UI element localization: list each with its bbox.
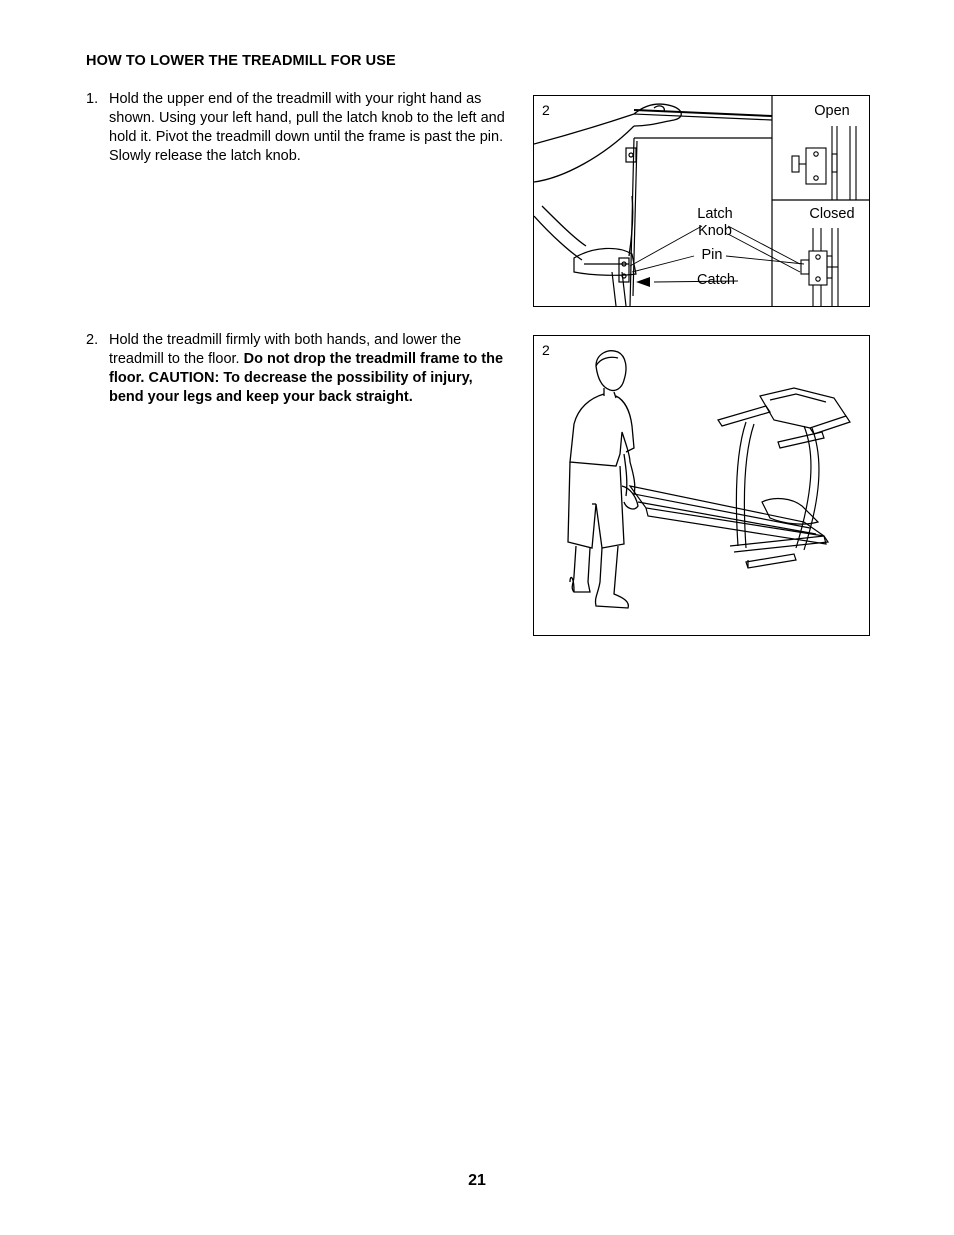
latch-knob-label-line2: Knob xyxy=(698,223,732,239)
latch-closed-detail xyxy=(801,228,838,306)
latch-knob-label xyxy=(689,206,741,240)
page-number: 21 xyxy=(468,1172,486,1189)
latch-figure xyxy=(533,95,870,307)
step-text: Hold the upper end of the treadmill with your right hand as shown. Using your left hand, pull the latch knob to the left and hold it. Pivot the treadmill down until the frame is past the pin. Slowly release the latch knob. xyxy=(109,91,505,164)
open-label: Open xyxy=(814,103,850,119)
figure-number: 2 xyxy=(542,342,550,358)
step-number: 2. xyxy=(86,332,99,348)
treadmill-upright-drawing xyxy=(574,110,772,306)
catch-label: Catch xyxy=(697,272,735,288)
latch-knob-label-line1: Latch xyxy=(697,206,733,222)
pin-label: Pin xyxy=(701,247,723,263)
treadmill-drawing xyxy=(630,388,850,568)
instruction-step-2 xyxy=(86,331,506,407)
section-heading: HOW TO LOWER THE TREADMILL FOR USE xyxy=(86,53,396,69)
latch-open-detail xyxy=(792,126,856,200)
catch-arrow xyxy=(636,277,650,287)
step-warning-text: Do not drop the treadmill frame to the floor. CAUTION: To decrease the possibility of injury, bend your legs and keep your back straight. xyxy=(109,351,504,405)
person-drawing xyxy=(568,351,638,608)
arm-drawing xyxy=(534,104,681,260)
step-text: Hold the treadmill firmly with both hands, and lower the treadmill to the floor. xyxy=(109,332,462,367)
lowering-illustration xyxy=(534,336,869,635)
step-number: 1. xyxy=(86,91,99,107)
step-text-wrapper xyxy=(109,331,506,407)
lowering-figure xyxy=(533,335,870,636)
figure-number: 2 xyxy=(542,102,550,118)
instruction-step-1 xyxy=(86,90,506,166)
closed-label: Closed xyxy=(809,206,855,222)
